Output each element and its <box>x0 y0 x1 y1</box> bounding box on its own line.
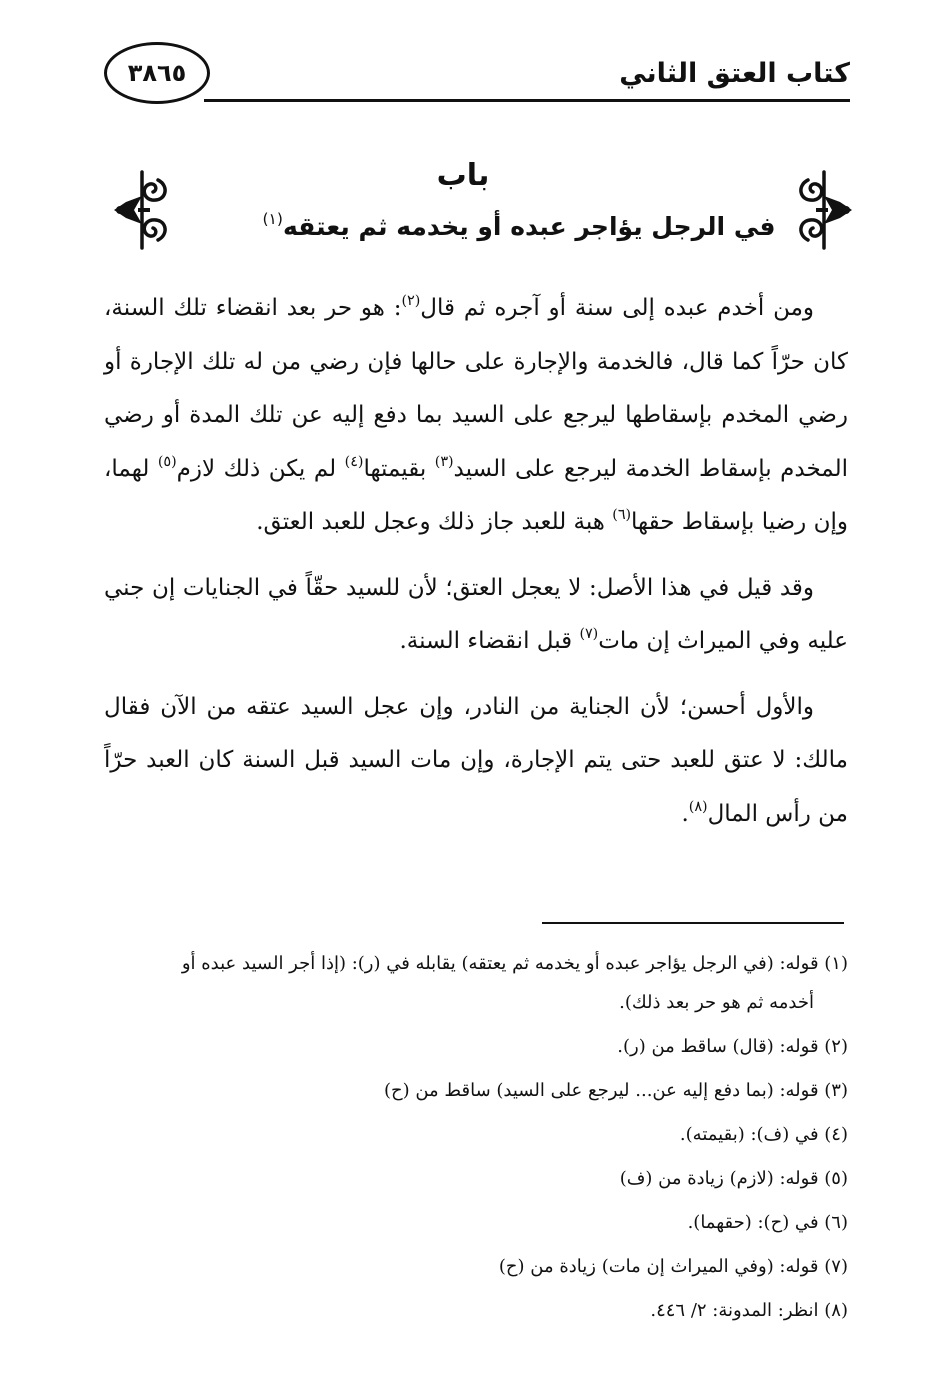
book-title: كتاب العتق الثاني <box>619 58 850 89</box>
footnote-item: (٣) قوله: (بما دفع إليه عن... ليرجع على السيد) ساقط من (ح) <box>383 1080 848 1101</box>
footnote-ref: (٨) <box>688 798 708 815</box>
text-segment: والأول أحسن؛ لأن الجناية من النادر، وإن عجل السيد عتقه من الآن فقال مالك: لا عتق للعبد حتى يتم الإجارة، وإن مات السيد قبل السنة كان العبد حرّاً من رأس المال <box>104 693 848 827</box>
header-rule <box>204 99 850 102</box>
footnote-continuation: أخدمه ثم هو حر بعد ذلك). <box>619 992 814 1013</box>
chapter-title-text: في الرجل يؤاجر عبده أو يخدمه ثم يعتقه <box>282 212 776 241</box>
chapter-title <box>190 212 848 241</box>
page-header <box>104 42 850 112</box>
text-segment: قبل انقضاء السنة. <box>399 628 580 654</box>
footnote-ref: (٧) <box>579 626 599 643</box>
paragraph <box>104 282 848 550</box>
footnote-ref: (٥) <box>157 453 177 470</box>
body-text <box>104 282 848 853</box>
footnote-ref: (١) <box>262 210 283 229</box>
text-segment: هبة للعبد جاز ذلك وعجل للعبد العتق. <box>256 509 613 535</box>
footnote-text: (١) قوله: (في الرجل يؤاجر عبده أو يخدمه ثم يعتقه) يقابله في (ر): (إذا أجر السيد عبده أو <box>181 953 848 974</box>
text-segment: ومن أخدم عبده إلى سنة أو آجره ثم قال <box>420 295 814 321</box>
text-segment: بقيمتها <box>363 455 435 482</box>
footnote-item: (٦) في (ح): (حقهما). <box>687 1212 848 1233</box>
text-segment: لهما، وإن رضيا بإسقاط حقها <box>104 455 848 535</box>
text-segment: . <box>681 800 689 827</box>
text-segment: لم يكن ذلك لازم <box>176 455 345 482</box>
paragraph <box>104 562 848 669</box>
page-number-badge <box>104 42 210 104</box>
paragraph <box>104 681 848 842</box>
chapter-label: باب <box>436 158 490 193</box>
footnotes <box>104 944 848 1335</box>
footnote-item <box>104 944 848 1022</box>
text-segment: : هو حر بعد انقضاء تلك السنة، كان حرّاً كما قال، فالخدمة والإجارة على حالها فإن رضي من له تلك الإجارة أو رضي المخدم بإسقاطها ليرجع على السيد بما دفع إليه عن تلك المدة أو رضي المخدم بإسقاط الخدمة ليرجع على السيد <box>104 295 848 482</box>
footnote-item: (٨) انظر: المدونة: ٢/ ٤٤٦. <box>650 1300 848 1321</box>
footnote-item: (٧) قوله: (وفي الميراث إن مات) زيادة من (ح) <box>498 1256 848 1277</box>
footnote-item: (٤) في (ف): (بقيمته). <box>679 1124 848 1145</box>
text-segment: وقد قيل في هذا الأصل: لا يعجل العتق؛ لأن للسيد حقّاً في الجنايات إن جني عليه وفي الميراث إن مات <box>104 574 848 654</box>
footnote-ref: (٦) <box>612 507 632 524</box>
footnote-ref: (٤) <box>344 453 364 470</box>
footnote-item: (٢) قوله: (قال) ساقط من (ر). <box>617 1036 848 1057</box>
footnote-ref: (٣) <box>434 453 454 470</box>
footnote-ref: (٢) <box>401 293 421 310</box>
footnote-item: (٥) قوله: (لازم) زيادة من (ف) <box>619 1168 848 1189</box>
page-number: ٣٨٦٥ <box>127 59 187 87</box>
footnote-divider <box>542 922 844 924</box>
